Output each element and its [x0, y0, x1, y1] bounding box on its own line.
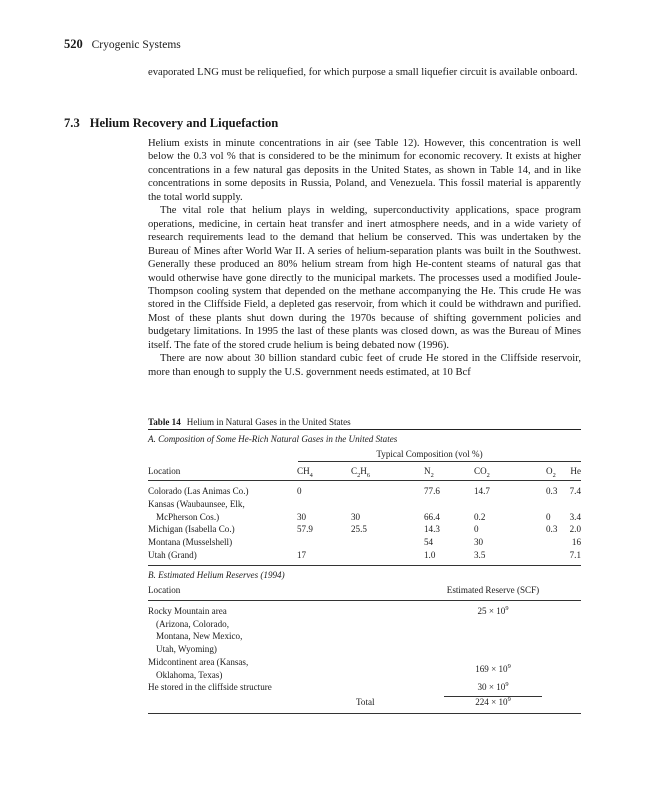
reserve-location: He stored in the cliffside structure: [148, 682, 272, 693]
col-reserve: Estimated Reserve (SCF): [446, 584, 540, 595]
reserve-row: [148, 681, 581, 694]
cell-n2: 77.6: [424, 486, 440, 496]
reserve-value: $25 \times 10^9$: [477, 604, 509, 616]
section-b-title: B. Estimated Helium Reserves (1994): [148, 569, 285, 580]
table-row: [148, 511, 581, 524]
reserve-location-line: Oklahoma, Texas): [156, 669, 223, 680]
reserve-value: $169 \times 10^9$: [475, 662, 511, 674]
cell-location: McPherson Cos.): [156, 511, 220, 522]
cell-o2: 0.3: [546, 524, 558, 535]
table-row: [148, 549, 581, 562]
reserves-list: [148, 605, 581, 714]
table-row: [148, 523, 581, 536]
reserve-value: $30 \times 10^9$: [477, 681, 509, 693]
total-row: [148, 696, 581, 709]
table-row: [148, 498, 581, 511]
cell-o2: 0.3: [546, 486, 558, 496]
table-row: [148, 485, 581, 498]
cell-he: 7.4: [569, 486, 581, 496]
cell-n2: 54: [424, 537, 434, 548]
paragraph-1: Helium exists in minute concentrations in air (see Table 12). However, this concentration is well below the 0.3 vol % that is considered to be the minimum for economic recovery. It exists at higher concentrations in a few natural gas deposits in the United States, as shown in Table 14, and in like concentrations in some deposits in Russia, Poland, and Venezuela. This fossil material is apparently the total world supply.: [148, 138, 581, 203]
table-14: [148, 415, 581, 714]
table-caption-text: Helium in Natural Gases in the United States: [186, 417, 351, 427]
cell-ch4: 17: [297, 549, 307, 560]
cell-location: Utah (Grand): [148, 549, 197, 560]
running-head: [64, 37, 181, 52]
section-a-title: A. Composition of Some He-Rich Natural Gases in the United States: [148, 434, 398, 444]
body-text: [148, 137, 581, 379]
section-heading: [64, 116, 278, 131]
table-bottom-rule: [148, 713, 581, 714]
total-value: $224 \times 10^9$: [475, 696, 511, 708]
cell-he: 3.4: [569, 511, 581, 522]
column-header-row: [148, 462, 581, 480]
cell-n2: 14.3: [424, 524, 440, 535]
reserve-location-line: (Arizona, Colorado,: [156, 618, 229, 629]
typical-composition-heading: Typical Composition (vol %): [376, 449, 483, 459]
cell-he: 2.0: [569, 524, 581, 535]
reserve-location-line: Utah, Wyoming): [156, 644, 217, 655]
paragraph-2: The vital role that helium plays in welding, superconductivity applications, space program operations, medicine, in certain heat transfer and inert atmosphere needs, and in a wide variety of research requirements lead to the demand that helium be conserved. This was undertaken by the Bureau of Mines after World War II. A series of helium-separation plants was built in the Southwest. Generally these produced an 80% helium stream from high He-content steams of natural gas that would otherwise have gone directly to the municipal markets. The processes used a modified Joule-Thompson cooling system that depended on the methane accompanying the He. This crude He was stored in the Cliffside Field, a depleted gas reservoir, from which it could be withdrawn and purified. Most of these plants shut down during the 1970s because of shifting government policies and budgetary limitations. In 1995 the last of these plants was closed down, as was the Bureau of Mines itself. The fate of the stored crude helium is being debated now (1996).: [148, 205, 581, 351]
col-n2: $N_2$: [424, 466, 434, 479]
cell-co2: 3.5: [474, 549, 486, 560]
cell-he: 7.1: [569, 549, 581, 560]
cell-he: 16: [571, 537, 581, 548]
col-c2h6: $C_2H_6$: [351, 466, 371, 479]
col-o2: $O_2$: [546, 466, 556, 479]
table-row: [148, 536, 581, 549]
col-ch4: $CH_4$: [297, 466, 313, 479]
paragraph-3: There are now about 30 billion standard cubic feet of crude He stored in the Cliffside reservoir, more than enough to supply the U.S. government needs estimated, at 10 Bcf: [148, 353, 581, 378]
section-number: 7.3: [64, 116, 80, 130]
cell-location: Kansas (Waubaunsee, Elk,: [148, 498, 245, 509]
cell-ch4: 57.9: [297, 524, 313, 535]
cell-co2: 30: [474, 537, 484, 548]
cell-ch4: 30: [297, 511, 307, 522]
cell-n2: 66.4: [424, 511, 440, 522]
cell-location: Colorado (Las Animas Co.): [148, 486, 249, 496]
reserve-header-row: [148, 583, 581, 597]
cell-co2: 14.7: [474, 486, 490, 496]
cell-co2: 0.2: [474, 511, 486, 522]
reserve-location-line: Montana, New Mexico,: [156, 631, 243, 642]
running-title: Cryogenic Systems: [91, 39, 181, 51]
cell-ch4: 0: [297, 486, 302, 496]
total-label: Total: [356, 697, 375, 708]
table-caption: [148, 415, 581, 429]
cell-o2: 0: [546, 511, 551, 522]
reserve-location: Midcontinent area (Kansas,: [148, 656, 249, 667]
col-he: He: [570, 466, 581, 476]
cell-n2: 1.0: [424, 549, 436, 560]
intro-paragraph: evaporated LNG must be reliquefied, for which purpose a small liquefier circuit is available onboard.: [148, 67, 578, 78]
col-co2: $CO_2$: [474, 466, 490, 479]
cell-location: Michigan (Isabella Co.): [148, 524, 235, 535]
table-label: Table 14: [148, 417, 181, 427]
section-title: Helium Recovery and Liquefaction: [89, 116, 279, 130]
col-reserve-location: Location: [148, 584, 181, 595]
cell-c2h6: 30: [351, 511, 361, 522]
reserve-row: [148, 605, 581, 618]
reserve-location: Rocky Mountain area: [148, 605, 227, 616]
page-number: 520: [64, 37, 83, 51]
cell-co2: 0: [474, 524, 479, 535]
col-location: Location: [148, 466, 181, 476]
cell-location: Montana (Musselshell): [148, 537, 233, 548]
cell-c2h6: 25.5: [351, 524, 367, 535]
